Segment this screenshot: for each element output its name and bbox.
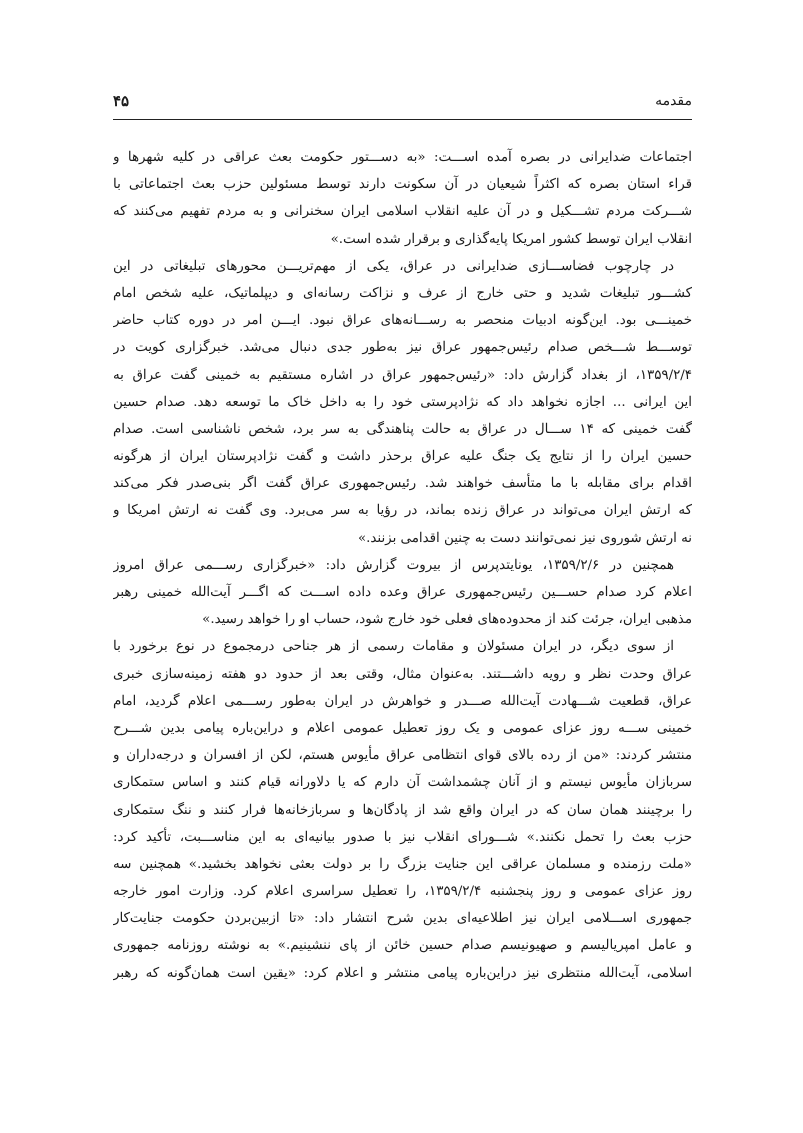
text-line: مذهبی ایران، جرئت کند از محدوده‌های فعلی خود خارج شود، حساب او را خواهد رسید.»: [202, 612, 692, 628]
text-line: همچنین در ۱۳۵۹/۲/۶، یونایتدپرس از بیروت گزارش داد: «خبرگزاری رســـمی عراق امروز: [113, 557, 674, 573]
text-line: منتشر کردند: «من از رده بالای قوای انتظامی عراق مأیوس هستم، لکن از افسران و درجه‌داران و: [113, 748, 692, 764]
text-line: نه ارتش شوروی نیز نمی‌توانند دست به چنین اقدامی بزنند.»: [357, 530, 692, 546]
text-line: خمینی ســـه روز عزای عمومی و یک روز تعطیل عمومی اعلام و دراین‌باره پیامی بدین شـــرح: [113, 720, 692, 736]
text-line: این ایرانی ... اجازه نخواهد داد که نژادپرستی خود را به داخل خاک ما توسعه دهد. صدام حسین: [113, 394, 692, 410]
text-line: ۱۳۵۹/۲/۴، از بغداد گزارش داد: «رئیس‌جمهور عراق در اشاره مستقیم به خمینی گفت عراق به: [113, 367, 692, 383]
text-line: جمهوری اســـلامی ایران نیز اطلاعیه‌ای بدین شرح انتشار داد: «تا ازبین‌بردن حکومت جنایت‌کار: [113, 911, 692, 927]
text-line: که ارتش ایران می‌تواند در عراق زنده بماند، در رؤیا به سر می‌برد. وی گفت نه ارتش امریکا و: [113, 503, 692, 519]
text-line: اسلامی، آیت‌الله منتظری نیز دراین‌باره پیامی منتشر و اعلام کرد: «یقین است همان‌گونه که رهبر: [113, 965, 692, 981]
text-line: عراق وحدت نظر و رویه داشـــتند. به‌عنوان مثال، وقتی بعد از حدود دو هفته زمینه‌سازی خبری: [113, 666, 692, 682]
text-line: انقلاب ایران توسط کشور امریکا پایه‌گذاری و برقرار شده است.»: [330, 231, 692, 247]
text-line: را برچینند همان سان که در ایران واقع شد از پادگان‌ها و سربازخانه‌ها فرار کنند و ننگ ستمکاری: [113, 802, 692, 818]
paragraph: [113, 144, 692, 253]
text-line: توســـط شـــخص صدام رئیس‌جمهور عراق نیز به‌طور جدی دنبال می‌شد. خبرگزاری کویت در: [113, 340, 692, 356]
text-line: «ملت رزمنده و مسلمان عراقی این جنایت بزرگ را بر دولت بعثی نخواهد بخشید.» همچنین سه: [113, 856, 692, 872]
text-line: اجتماعات ضدایرانی در بصره آمده اســـت: «به دســـتور حکومت بعث عراقی در کلیه شهرها و: [113, 150, 692, 165]
text-line: از سوی دیگر، در ایران مسئولان و مقامات رسمی از هر جناحی درمجموع در نوع برخورد با: [113, 639, 674, 655]
page-number: ۴۵: [113, 92, 130, 110]
text-line: قراء استان بصره که اکثراً شیعیان در آن سکونت دارند توسط مسئولین حزب بعث اجتماعاتی با: [113, 177, 692, 193]
body-text: [113, 144, 692, 987]
text-line: سربازان مأیوس نیستم و از آنان چشمداشت آن دارم که یا دلاورانه قیام کنند و اساس ستمکاری: [113, 775, 692, 791]
header-rule: [113, 119, 692, 120]
text-line: گفت خمینی که ۱۴ ســـال در عراق به حالت پناهندگی به سر برد، شخص ناشناسی است. صدام: [113, 421, 692, 437]
text-line: اعلام کرد صدام حســـین رئیس‌جمهوری عراق وعده داده اســـت که اگـــر آیت‌الله خمینی رهبر: [113, 585, 692, 600]
chapter-title: مقدمه: [655, 93, 692, 109]
text-line: حزب بعث را تحمل نکنند.» شـــورای انقلاب نیز با صدور بیانیه‌ای به این مناســـبت، تأکید کرد:: [113, 829, 692, 845]
text-line: روز عزای عمومی و روز پنجشنبه ۱۳۵۹/۲/۴، را تعطیل سراسری اعلام کرد. وزارت امور خارجه: [113, 884, 692, 900]
paragraph: [113, 552, 692, 634]
text-line: در چارچوب فضاســـازی ضدایرانی در عراق، یکی از مهم‌تریـــن محورهای تبلیغاتی در این: [113, 258, 674, 274]
paragraph: [113, 253, 692, 552]
running-header: [113, 88, 692, 114]
text-line: و عامل امپریالیسم و صهیونیسم صدام حسین خائن از پای ننشینیم.» به نوشته روزنامه جمهوری: [113, 938, 692, 954]
text-line: حسین ایران را از نتایج یک جنگ علیه عراق برحذر داشت و گفت نژادپرستان ایران از هرگونه: [113, 449, 692, 465]
text-line: شـــرکت مردم تشـــکیل و در آن علیه انقلاب اسلامی ایران سخنرانی و به مردم تفهیم می‌کنند که: [113, 204, 692, 220]
text-line: اقدام برای مقابله با ما متأسف خواهند شد. رئیس‌جمهوری عراق گفت اگر بنی‌صدر فکر می‌کند: [113, 476, 692, 492]
text-line: کشـــور تبلیغات شدید و حتی خارج از عرف و نزاکت رسانه‌ای و دیپلماتیک، علیه شخص امام: [113, 285, 692, 301]
paragraph: [113, 633, 692, 986]
text-line: خمینـــی بود. این‌گونه ادبیات منحصر به رســـانه‌های عراق نبود. ایـــن امر در دوره کتاب حاضر: [113, 313, 692, 329]
text-line: عراق، قطعیت شـــهادت آیت‌الله صـــدر و خواهرش در ایران به‌طور رســـمی اعلام گردید، امام: [113, 693, 692, 709]
